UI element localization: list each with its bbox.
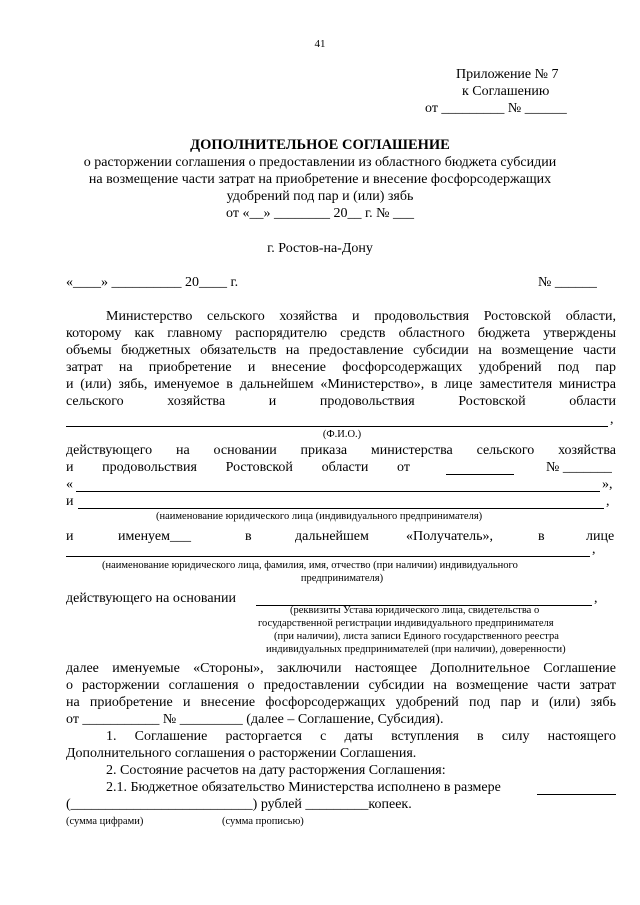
named-word-b: именуем___ (118, 529, 191, 544)
fio-comma: , (610, 412, 614, 427)
requisites-caption-1: (реквизиты Устава юридического лица, свидетельства о (290, 605, 540, 616)
and-word: и (66, 494, 74, 509)
date-line-number: № ______ (538, 275, 597, 290)
quote-open: « (66, 477, 73, 492)
sum-digits-caption: (сумма цифрами) (66, 816, 144, 827)
legal-entity-blank (78, 508, 604, 509)
heading-date-number: от «__» ________ 20__ г. № ___ (226, 206, 414, 221)
representative-blank (66, 556, 590, 557)
para2-line-4: от ___________ № _________ (далее – Соглашение, Субсидия). (66, 712, 444, 727)
named-word-c: в (245, 529, 252, 544)
sum-line: (__________________________) рублей _________копеек. (66, 797, 412, 812)
para2-line-3: на приобретение и внесение фосфорсодержащих удобрений под пар и (или) зябь (66, 695, 616, 710)
item1-line-1: 1. Соглашение расторгается с даты вступления в силу настоящего (106, 729, 616, 744)
document-title: ДОПОЛНИТЕЛЬНОЕ СОГЛАШЕНИЕ (190, 137, 450, 153)
para1-line-2: которому как главному распорядителю средств областного бюджета утверждены (66, 326, 616, 341)
appendix-to-agreement: к Соглашению (462, 84, 550, 99)
representative-comma: , (592, 542, 596, 557)
requisites-caption-3: (при наличии), листа записи Единого государственного реестра (274, 631, 559, 642)
name-caption-2: предпринимателя) (300, 573, 384, 584)
amount-blank (537, 794, 616, 795)
legal-entity-caption: (наименование юридического лица (индивидуального предпринимателя) (156, 511, 483, 522)
requisites-caption-4: индивидуальных предпринимателей (при наличии), доверенности) (266, 644, 566, 655)
legal-entity-comma: , (606, 494, 610, 509)
fio-blank-line (66, 426, 608, 427)
para2-line-2: о расторжении соглашения о предоставлении субсидии на возмещение части затрат (66, 678, 616, 693)
heading-line-1: о расторжении соглашения о предоставлении из областного бюджета субсидии (83, 155, 557, 170)
appendix-from-line: от _________ № ______ (425, 101, 567, 116)
para1-line-4: затрат на приобретение и внесение фосфорсодержащих удобрений под пар (66, 360, 616, 375)
para2-line-1: далее именуемые «Стороны», заключили настоящее Дополнительное Соглашение (66, 661, 616, 676)
acting-basis: действующего на основании (66, 591, 237, 606)
para1-line-3: объемы бюджетных обязательств на предоставление субсидии на возмещение части (66, 343, 616, 358)
acting-line-2: и продовольствия Ростовской области от (66, 460, 410, 475)
city: г. Ростов-на-Дону (267, 241, 373, 256)
order-date-blank (446, 474, 514, 475)
heading-line-3: удобрений под пар и (или) зябь (226, 189, 414, 204)
para1-line-6: сельского хозяйства и продовольствия Ростовской области (66, 394, 616, 409)
quote-blank-line (76, 491, 600, 492)
named-word-a: и (66, 529, 74, 544)
item1-line-2: Дополнительного соглашения о расторжении Соглашения. (66, 746, 417, 761)
order-number: № _______ (546, 460, 612, 475)
para1-line-5: и (или) зябь, именуемое в дальнейшем «Министерство», в лице заместителя министра (66, 377, 616, 392)
acting-line-1: действующего на основании приказа министерства сельского хозяйства (66, 443, 616, 458)
para1-line-1: Министерство сельского хозяйства и продовольствия Ростовской области, (106, 309, 616, 324)
appendix-title: Приложение № 7 (456, 67, 559, 82)
item21: 2.1. Бюджетное обязательство Министерства исполнено в размере (106, 780, 501, 795)
named-word-e: «Получатель», (406, 529, 494, 544)
item2: 2. Состояние расчетов на дату расторжения Соглашения: (106, 763, 446, 778)
named-word-f: в (538, 529, 545, 544)
quote-close: », (602, 477, 613, 492)
heading-line-2: на возмещение части затрат на приобретение и внесение фосфорсодержащих (88, 172, 552, 187)
named-word-d: дальнейшем (295, 529, 369, 544)
sum-words-caption: (сумма прописью) (222, 816, 304, 827)
fio-caption: (Ф.И.О.) (322, 429, 362, 440)
date-line-left: «____» __________ 20____ г. (66, 275, 239, 290)
requisites-caption-2: государственной регистрации индивидуального предпринимателя (258, 618, 554, 629)
basis-comma: , (594, 591, 598, 606)
name-caption-1: (наименование юридического лица, фамилия, имя, отчество (при наличии) индивидуального (102, 560, 518, 571)
page-number: 41 (314, 38, 326, 50)
named-word-g: лице (586, 529, 615, 544)
